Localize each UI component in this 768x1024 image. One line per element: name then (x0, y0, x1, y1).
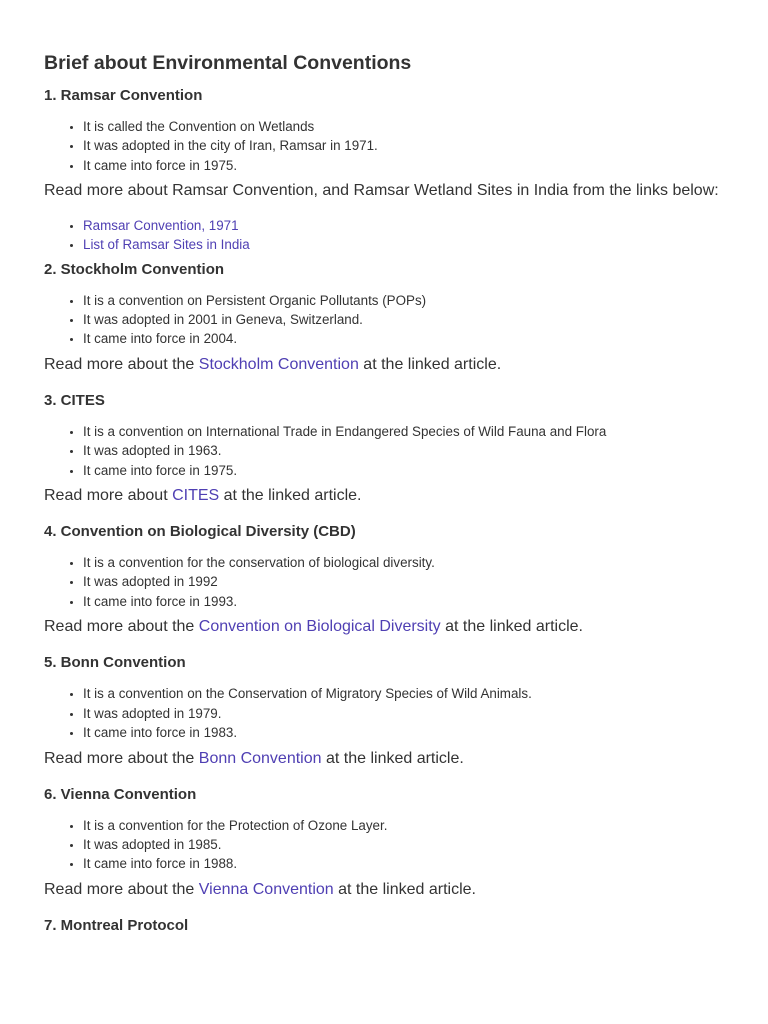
link-list (44, 216, 724, 254)
read-more-prefix: Read more about the (44, 355, 199, 373)
read-more-suffix: at the linked article. (333, 880, 476, 898)
list-item: • It was adopted in 1985. (83, 835, 724, 854)
list-item: • It came into force in 2004. (83, 329, 724, 348)
list-item: • It was adopted in 2001 in Geneva, Switzerland. (83, 310, 724, 329)
bullet-list (44, 684, 724, 742)
section-bonn (44, 654, 724, 768)
section-heading: 6. Vienna Convention (44, 785, 197, 803)
link-bonn-convention[interactable]: Bonn Convention (198, 749, 322, 767)
list-item: • It was adopted in the city of Iran, Ramsar in 1971. (83, 136, 724, 155)
section-heading: 7. Montreal Protocol (44, 916, 189, 934)
page-title: Brief about Environmental Conventions (44, 52, 412, 74)
list-item: • It is called the Convention on Wetlands (83, 117, 724, 136)
list-item: • It came into force in 1993. (83, 592, 724, 611)
read-more-prefix: Read more about the (44, 618, 199, 636)
bullet-list (44, 291, 724, 349)
section-heading: 3. CITES (44, 391, 105, 409)
bullet-list (44, 816, 724, 874)
section-cites (44, 392, 724, 506)
link-cites[interactable]: CITES (172, 487, 220, 505)
read-more-suffix: at the linked article. (440, 618, 583, 636)
list-item (83, 216, 724, 235)
section-heading: 1. Ramsar Convention (44, 87, 203, 104)
section-heading: 5. Bonn Convention (44, 654, 186, 672)
bullet-list (44, 117, 724, 175)
section-ramsar (44, 87, 724, 255)
list-item: • It came into force in 1975. (83, 461, 724, 480)
bullet-list (44, 422, 724, 480)
list-item: • It was adopted in 1979. (83, 704, 724, 723)
list-item: • It was adopted in 1992 (83, 572, 724, 591)
read-more-text (44, 355, 724, 375)
list-item: • It is a convention for the Protection of Ozone Layer. (83, 816, 724, 835)
list-item: • It came into force in 1983. (83, 723, 724, 742)
list-item: • It came into force in 1988. (83, 854, 724, 873)
section-heading: 4. Convention on Biological Diversity (CBD) (44, 523, 356, 541)
list-item (83, 235, 724, 254)
read-more-prefix: Read more about (44, 487, 173, 505)
link-list-of-ramsar-sites[interactable]: List of Ramsar Sites in India (83, 237, 250, 253)
list-item: • It is a convention on the Conservation of Migratory Species of Wild Animals. (83, 684, 724, 703)
section-stockholm (44, 261, 724, 375)
section-heading: 2. Stockholm Convention (44, 260, 225, 278)
link-vienna-convention[interactable]: Vienna Convention (198, 880, 334, 898)
section-montreal (44, 917, 724, 934)
read-more-text (44, 749, 724, 769)
link-convention-on-biological-diversity[interactable]: Convention on Biological Diversity (198, 618, 441, 636)
link-ramsar-convention-1971[interactable]: Ramsar Convention, 1971 (83, 218, 239, 234)
list-item: • It was adopted in 1963. (83, 441, 724, 460)
read-more-suffix: at the linked article. (321, 749, 464, 767)
read-more-text (44, 617, 724, 637)
bullet-list (44, 553, 724, 611)
list-item: • It is a convention on Persistent Organic Pollutants (POPs) (83, 291, 724, 310)
read-more-prefix: Read more about the (44, 749, 199, 767)
read-more-text (44, 880, 724, 900)
list-item: • It came into force in 1975. (83, 156, 724, 175)
section-vienna (44, 786, 724, 900)
read-more-prefix: Read more about the (44, 880, 199, 898)
read-more-text (44, 486, 724, 506)
read-more-suffix: at the linked article. (219, 487, 362, 505)
list-item: • It is a convention for the conservation of biological diversity. (83, 553, 724, 572)
read-more-text: Read more about Ramsar Convention, and Ramsar Wetland Sites in India from the links below: (44, 182, 719, 200)
read-more-suffix: at the linked article. (358, 355, 502, 373)
link-stockholm-convention[interactable]: Stockholm Convention (198, 355, 359, 373)
list-item: • It is a convention on International Trade in Endangered Species of Wild Fauna and Flora (83, 422, 724, 441)
section-cbd (44, 523, 724, 637)
